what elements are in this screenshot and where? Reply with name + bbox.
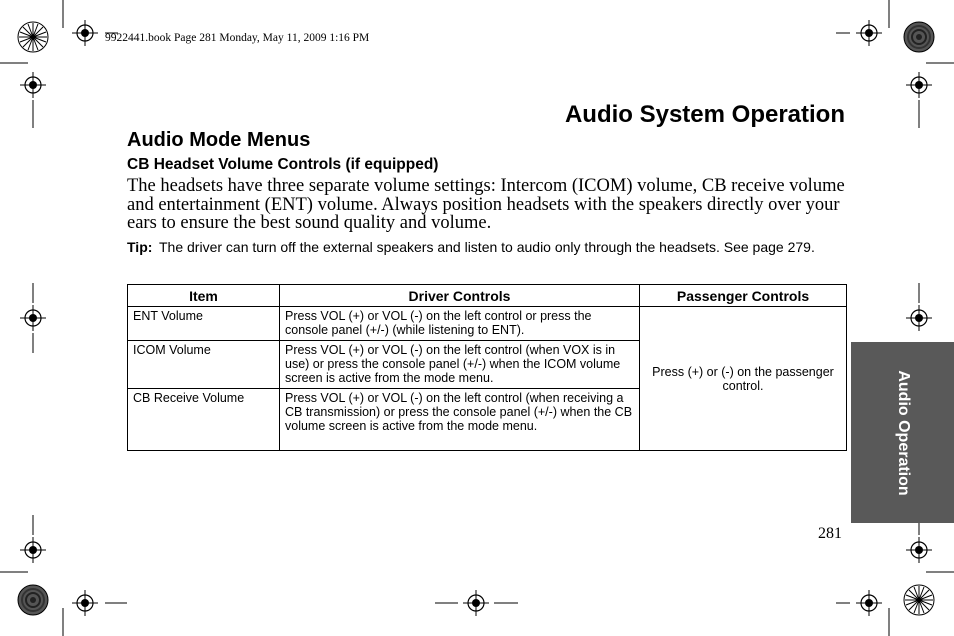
tip-label: Tip: [127,239,153,255]
tip-text: The driver can turn off the external speakers and listen to audio only through the headsets. See page 279. [159,239,815,255]
driver-controls-cell: Press VOL (+) or VOL (-) on the left control (when receiving a CB transmission) or press the console panel (+/-) when the CB volume screen is active from the mode menu. [280,389,640,451]
item-cell: CB Receive Volume [128,389,280,451]
body-paragraph: The headsets have three separate volume settings: Intercom (ICOM) volume, CB receive volume and entertainment (ENT) volume. Always position headsets with the speakers directly over your ears to ensure the best sound quality and volume. [127,176,845,234]
starburst-mark-bottom-right [904,585,934,615]
page-number: 281 [818,525,842,542]
volume-controls-table [127,284,847,451]
side-tab-label: Audio Operation [894,369,912,496]
book-info-header: 9922441.book Page 281 Monday, May 11, 2009 1:16 PM [105,32,370,44]
page-title: Audio System Operation [564,101,845,128]
header-driver-controls: Driver Controls [280,285,640,307]
driver-controls-cell: Press VOL (+) or VOL (-) on the left control (when VOX is in use) or press the console panel (+/-) when the ICOM volume screen is active from the mode menu. [280,341,640,389]
subheading: CB Headset Volume Controls (if equipped) [127,156,439,173]
side-tab [851,342,954,523]
table-header-row [128,285,847,307]
header-passenger-controls: Passenger Controls [640,285,847,307]
header-item: Item [128,285,280,307]
driver-controls-cell: Press VOL (+) or VOL (-) on the left control or press the console panel (+/-) (while listening to ENT). [280,307,640,341]
section-heading: Audio Mode Menus [127,129,311,151]
table-row [128,307,847,341]
disc-mark-top-right [904,22,934,52]
tip-note [127,239,839,256]
item-cell: ICOM Volume [128,341,280,389]
item-cell: ENT Volume [128,307,280,341]
disc-mark-bottom-left [18,585,48,615]
passenger-controls-cell: Press (+) or (-) on the passenger control. [640,307,847,451]
starburst-mark-top-left [18,22,48,52]
